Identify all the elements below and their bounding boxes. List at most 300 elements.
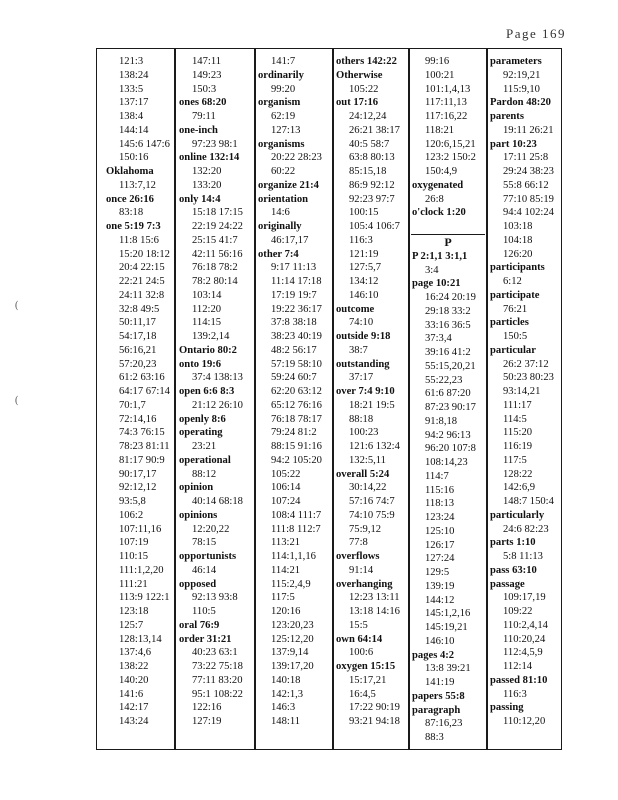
index-locator: 112:14	[503, 661, 533, 672]
index-locator: 100:6	[349, 647, 374, 659]
index-locator: 37:3,4	[425, 333, 452, 345]
index-locator: 56:16,21	[119, 344, 157, 356]
index-locator: 121:6 132:4	[349, 441, 400, 452]
index-locator: 94:4 102:24	[503, 207, 554, 219]
index-locator: 146:10	[425, 635, 455, 647]
index-locator: 122:16	[192, 702, 222, 714]
index-locator: 61:6 87:20	[425, 388, 471, 400]
index-locator: 13:8 39:21	[425, 663, 471, 675]
index-locator: 116:3	[349, 234, 373, 246]
index-term: oxygen 15:15	[336, 661, 396, 672]
index-term: operating	[179, 427, 223, 439]
index-locator: 15:5	[349, 619, 368, 631]
index-term: Oklahoma	[106, 166, 154, 177]
index-locator: 137:9,14	[271, 647, 309, 659]
index-locator: 108:14,23	[425, 457, 468, 468]
index-locator: 150:5	[503, 331, 528, 342]
index-locator: 24:12,24	[349, 111, 387, 122]
index-locator: 145:1,2,16	[425, 608, 471, 620]
index-column-3	[257, 49, 333, 749]
index-locator: 86:9 92:12	[349, 179, 395, 191]
index-locator: 140:20	[119, 674, 149, 686]
index-locator: 138:22	[119, 661, 149, 672]
index-locator: 40:14 68:18	[192, 496, 243, 507]
index-locator: 19:11 26:21	[503, 124, 554, 136]
index-locator: 99:16	[425, 56, 450, 67]
index-locator: 94:2 96:13	[425, 429, 471, 441]
index-term: particles	[490, 317, 529, 329]
index-locator: 141:6	[119, 688, 144, 700]
index-locator: 50:23 80:23	[503, 372, 554, 384]
index-locator: 22:21 24:5	[119, 276, 165, 287]
index-locator: 117:5	[503, 454, 527, 466]
index-term: participate	[490, 289, 540, 301]
index-locator: 112:20	[192, 303, 222, 315]
index-locator: 92:19,21	[503, 69, 541, 81]
index-locator: 48:2 56:17	[271, 344, 317, 356]
index-locator: 100:15	[349, 207, 379, 219]
index-locator: 39:16 41:2	[425, 347, 471, 358]
index-term: originally	[258, 221, 302, 232]
index-locator: 101:1,4,13	[425, 83, 471, 95]
index-term: parts 1:10	[490, 537, 536, 549]
index-locator: 78:15	[192, 537, 217, 549]
index-locator: 121:3	[119, 56, 144, 67]
index-locator: 9:17 11:13	[271, 262, 317, 274]
index-term: only 14:4	[179, 193, 221, 205]
index-locator: 137:4,6	[119, 647, 152, 659]
index-locator: 120:16	[271, 606, 301, 617]
index-locator: 123:24	[425, 512, 455, 523]
index-term: overhanging	[336, 578, 393, 590]
index-locator: 110:15	[119, 551, 149, 562]
index-locator: 57:20,23	[119, 358, 157, 370]
index-locator: 93:5,8	[119, 496, 146, 507]
index-locator: 148:7 150:4	[503, 496, 554, 507]
index-table	[96, 48, 562, 750]
index-locator: 63:8 80:13	[349, 152, 395, 164]
index-locator: 76:21	[503, 303, 528, 315]
index-locator: 127:5,7	[349, 262, 382, 274]
index-locator: 107:11,16	[119, 523, 162, 535]
index-locator: 88:18	[349, 413, 374, 425]
index-locator: 137:17	[119, 97, 149, 109]
index-locator: 134:12	[349, 276, 379, 287]
index-term: passing	[490, 702, 524, 714]
index-locator: 100:23	[349, 427, 379, 439]
index-locator: 33:16 36:5	[425, 319, 471, 331]
index-locator: 139:2,14	[192, 331, 230, 342]
index-locator: 113:9 122:1	[119, 592, 170, 604]
index-locator: 15:17,21	[349, 674, 387, 686]
index-locator: 93:14,21	[503, 386, 541, 397]
index-locator: 13:18 14:16	[349, 606, 400, 617]
index-locator: 105:4 106:7	[349, 221, 400, 232]
index-locator: 108:4 111:7	[271, 509, 322, 521]
index-locator: 115:2,4,9	[271, 578, 311, 590]
index-locator: 109:17,19	[503, 592, 546, 604]
index-locator: 93:21 94:18	[349, 716, 400, 727]
index-locator: 105:22	[349, 83, 379, 95]
index-locator	[411, 220, 487, 234]
index-term: oral 76:9	[179, 619, 220, 631]
index-locator: 65:12 76:16	[271, 399, 322, 411]
index-locator: 99:20	[271, 83, 296, 95]
index-locator: 128:13,14	[119, 633, 162, 645]
index-locator: 127:24	[425, 553, 455, 565]
index-term: operational	[179, 454, 231, 466]
index-locator: 125:10	[425, 525, 455, 537]
index-term: parents	[490, 111, 524, 122]
index-locator: 95:1 108:22	[192, 688, 243, 700]
index-locator: 38:7	[349, 344, 368, 356]
index-locator: 20:22 28:23	[271, 152, 322, 164]
index-term: particularly	[490, 509, 545, 521]
index-locator: 26:21 38:17	[349, 124, 400, 136]
index-locator: 132:20	[192, 166, 222, 177]
index-locator: 61:2 63:16	[119, 372, 165, 384]
index-locator: 26:2 37:12	[503, 358, 549, 370]
index-locator: 79:24 81:2	[271, 427, 317, 439]
index-term: particular	[490, 344, 536, 356]
index-term: ones 68:20	[179, 97, 227, 109]
index-locator: 91:14	[349, 564, 374, 576]
index-term: ordinarily	[258, 69, 304, 81]
index-locator: 125:7	[119, 619, 144, 631]
index-locator: 29:18 33:2	[425, 305, 471, 317]
index-locator: 3:4	[425, 264, 439, 276]
index-locator: 94:2 105:20	[271, 454, 322, 466]
index-term: outside 9:18	[336, 331, 391, 342]
index-term: papers 55:8	[412, 690, 465, 702]
index-locator: 113:7,12	[119, 179, 156, 191]
index-locator: 112:4,5,9	[503, 647, 543, 659]
index-term: organism	[258, 97, 301, 109]
index-locator: 64:17 67:14	[119, 386, 170, 397]
index-locator: 6:12	[503, 276, 522, 287]
index-locator: 138:4	[119, 111, 144, 122]
index-locator: 127:13	[271, 124, 301, 136]
index-term: Otherwise	[336, 69, 383, 81]
index-locator: 96:20 107:8	[425, 443, 476, 455]
index-locator: 18:21 19:5	[349, 399, 395, 411]
index-term: onto 19:6	[179, 358, 222, 370]
index-locator: 55:22,23	[425, 374, 463, 386]
index-locator: 143:24	[119, 716, 149, 727]
index-locator: 109:22	[503, 606, 533, 617]
index-term: other 7:4	[258, 248, 299, 260]
index-locator: 72:14,16	[119, 413, 157, 425]
index-locator: 114:21	[271, 564, 301, 576]
index-locator: 118:13	[425, 498, 455, 510]
index-locator: 19:22 36:17	[271, 303, 322, 315]
index-locator: 88:15 91:16	[271, 441, 322, 452]
index-locator: 55:15,20,21	[425, 360, 476, 372]
index-term: once 26:16	[106, 193, 154, 205]
index-term: outcome	[336, 303, 375, 315]
index-locator: 104:18	[503, 234, 533, 246]
index-locator: 146:3	[271, 702, 296, 714]
index-locator: 148:11	[271, 716, 301, 727]
index-locator: 145:19,21	[425, 622, 468, 633]
index-term: Pardon 48:20	[490, 97, 551, 109]
index-locator: 55:8 66:12	[503, 179, 549, 191]
index-term: out 17:16	[336, 97, 379, 109]
index-locator: 30:14,22	[349, 482, 387, 494]
index-term: one-inch	[179, 124, 218, 136]
index-locator: 106:2	[119, 509, 144, 521]
index-locator: 78:23 81:11	[119, 441, 170, 452]
index-locator: 110:5	[192, 606, 216, 617]
index-locator: 15:20 18:12	[119, 248, 170, 260]
index-locator: 88:3	[425, 732, 444, 743]
index-locator: 76:18 78:2	[192, 262, 238, 274]
index-locator: 59:24 60:7	[271, 372, 317, 384]
index-term: participants	[490, 262, 545, 274]
index-locator: 29:24 38:23	[503, 166, 554, 177]
index-locator: 113:21	[271, 537, 301, 549]
index-locator: 14:6	[271, 207, 290, 219]
index-term: own 64:14	[336, 633, 383, 645]
index-locator: 90:17,17	[119, 468, 157, 480]
index-term: one 5:19 7:3	[106, 221, 161, 232]
index-locator: 100:21	[425, 69, 455, 81]
margin-mark: (	[15, 395, 19, 406]
index-locator: 150:3	[192, 83, 217, 95]
index-locator: 77:8	[349, 537, 368, 549]
index-locator: 92:23 97:7	[349, 193, 395, 205]
index-locator: 146:10	[349, 289, 379, 301]
index-locator: 107:19	[119, 537, 149, 549]
index-locator: 150:4,9	[425, 166, 458, 177]
index-locator: 111:21	[119, 578, 148, 590]
index-term: order 31:21	[179, 633, 232, 645]
index-term: pages 4:2	[412, 649, 455, 661]
index-term: paragraph	[412, 704, 461, 716]
index-locator: 114:1,1,16	[271, 551, 316, 562]
column-divider	[174, 49, 176, 749]
index-locator: 57:19 58:10	[271, 358, 322, 370]
index-locator: 138:24	[119, 69, 149, 81]
index-locator: 92:13 93:8	[192, 592, 238, 604]
index-locator: 20:4 22:15	[119, 262, 165, 274]
index-locator: 118:21	[425, 124, 455, 136]
index-locator: 23:21	[192, 441, 217, 452]
column-divider	[486, 49, 488, 749]
index-locator: 129:5	[425, 567, 450, 578]
column-divider	[332, 49, 334, 749]
index-term: o'clock 1:20	[412, 207, 466, 219]
index-term: passed 81:10	[490, 674, 548, 686]
index-locator: 111:8 112:7	[271, 523, 321, 535]
index-locator: 149:23	[192, 69, 222, 81]
index-locator: 74:10 75:9	[349, 509, 395, 521]
index-locator: 125:12,20	[271, 633, 314, 645]
index-locator: 15:18 17:15	[192, 207, 243, 219]
index-term: outstanding	[336, 358, 390, 370]
index-locator: 73:22 75:18	[192, 661, 243, 672]
index-locator: 78:2 80:14	[192, 276, 238, 287]
index-locator: 103:14	[192, 289, 222, 301]
index-locator: 46:14	[192, 564, 217, 576]
index-locator: 115:9,10	[503, 83, 540, 95]
index-locator: 111:1,2,20	[119, 564, 164, 576]
index-term: parameters	[490, 56, 542, 67]
index-locator: 70:1,7	[119, 399, 146, 411]
index-locator: 141:19	[425, 677, 455, 688]
index-term: Ontario 80:2	[179, 344, 237, 356]
index-locator: 114:5	[503, 413, 527, 425]
index-locator: 133:20	[192, 179, 222, 191]
index-locator: 147:11	[192, 56, 222, 67]
index-term: online 132:14	[179, 152, 240, 164]
index-locator: 120:6,15,21	[425, 138, 476, 150]
index-locator: 62:19	[271, 111, 296, 122]
index-locator: 110:12,20	[503, 716, 546, 727]
index-term: opportunists	[179, 551, 237, 562]
index-locator: 111:17	[503, 399, 532, 411]
index-column-5	[411, 49, 487, 749]
index-locator: 141:7	[271, 56, 296, 67]
index-term: over 7:4 9:10	[336, 386, 395, 397]
index-locator: 40:5 58:7	[349, 138, 390, 150]
index-locator: 103:18	[503, 221, 533, 232]
index-term: overflows	[336, 551, 380, 562]
index-locator: 17:22 90:19	[349, 702, 400, 714]
index-locator: 16:4,5	[349, 688, 376, 700]
index-locator: 132:5,11	[349, 454, 386, 466]
index-locator: 144:12	[425, 594, 455, 606]
index-locator: 54:17,18	[119, 331, 157, 342]
index-locator: 37:8 38:18	[271, 317, 317, 329]
index-locator: 127:19	[192, 716, 222, 727]
index-locator: 40:23 63:1	[192, 647, 238, 659]
index-term: pass 63:10	[490, 564, 537, 576]
index-column-1	[105, 49, 175, 749]
index-locator: 17:11 25:8	[503, 152, 549, 164]
index-locator: 145:6 147:6	[119, 138, 170, 150]
index-term: P 2:1,1 3:1,1	[412, 250, 468, 262]
index-locator: 126:20	[503, 248, 533, 260]
index-locator: 22:19 24:22	[192, 221, 243, 232]
index-locator: 116:3	[503, 688, 527, 700]
index-term: part 10:23	[490, 138, 537, 150]
index-locator: 128:22	[503, 468, 533, 480]
index-locator: 97:23 98:1	[192, 138, 238, 150]
index-locator: 117:5	[271, 592, 295, 604]
index-column-6	[489, 49, 561, 749]
index-locator: 17:19 19:7	[271, 289, 317, 301]
index-locator: 116:19	[503, 441, 533, 452]
index-term: open 6:6 8:3	[179, 386, 235, 397]
index-locator: 140:18	[271, 674, 301, 686]
index-locator: 62:20 63:12	[271, 386, 322, 397]
index-locator: 74:3 76:15	[119, 427, 165, 439]
section-letter-heading: P	[411, 234, 485, 250]
index-term: page 10:21	[412, 278, 461, 290]
index-locator: 107:24	[271, 496, 301, 507]
index-locator: 133:5	[119, 83, 144, 95]
index-locator: 81:17 90:9	[119, 454, 165, 466]
index-locator: 117:11,13	[425, 97, 467, 109]
index-term: opposed	[179, 578, 217, 590]
index-locator: 87:16,23	[425, 718, 463, 730]
index-locator: 5:8 11:13	[503, 551, 543, 562]
index-locator: 92:12,12	[119, 482, 157, 494]
index-term: organize 21:4	[258, 179, 319, 191]
index-locator: 77:11 83:20	[192, 674, 243, 686]
index-locator: 32:8 49:5	[119, 303, 160, 315]
index-locator: 38:23 40:19	[271, 331, 322, 342]
index-locator: 60:22	[271, 166, 296, 177]
index-locator: 114:15	[192, 317, 222, 329]
index-locator: 115:20	[503, 427, 533, 439]
index-locator: 12:23 13:11	[349, 592, 400, 604]
margin-mark: (	[15, 300, 19, 311]
index-term: openly 8:6	[179, 413, 226, 425]
index-locator: 123:18	[119, 606, 149, 617]
page-number: Page 169	[505, 26, 566, 41]
index-term: organisms	[258, 138, 305, 150]
index-locator: 74:10	[349, 317, 374, 329]
index-locator: 24:6 82:23	[503, 523, 549, 535]
index-locator: 11:14 17:18	[271, 276, 322, 287]
index-locator: 150:16	[119, 152, 149, 164]
index-locator: 42:11 56:16	[192, 248, 243, 260]
index-locator: 85:15,18	[349, 166, 387, 177]
index-term: others 142:22	[336, 56, 397, 67]
index-locator: 110:2,4,14	[503, 619, 548, 631]
index-locator: 77:10 85:19	[503, 193, 554, 205]
index-locator: 123:20,23	[271, 619, 314, 631]
index-locator: 26:8	[425, 193, 444, 205]
index-locator: 88:12	[192, 468, 217, 480]
index-term: oxygenated	[412, 179, 464, 191]
index-term: orientation	[258, 193, 309, 205]
index-locator: 50:11,17	[119, 317, 156, 329]
index-locator: 37:4 138:13	[192, 372, 243, 384]
index-locator: 139:17,20	[271, 661, 314, 672]
index-locator: 46:17,17	[271, 234, 309, 246]
index-locator: 57:16 74:7	[349, 496, 395, 507]
index-locator: 76:18 78:17	[271, 413, 322, 425]
index-locator: 11:8 15:6	[119, 234, 159, 246]
index-locator: 114:7	[425, 470, 449, 482]
index-locator: 75:9,12	[349, 523, 382, 535]
index-locator: 106:14	[271, 482, 301, 494]
index-locator: 24:11 32:8	[119, 289, 165, 301]
index-locator: 110:20,24	[503, 633, 546, 645]
index-locator: 105:22	[271, 468, 301, 480]
index-term: passage	[490, 578, 525, 590]
column-divider	[408, 49, 410, 749]
index-locator: 142:1,3	[271, 688, 304, 700]
index-locator: 37:17	[349, 372, 374, 384]
index-locator: 121:19	[349, 248, 379, 260]
index-column-4	[335, 49, 409, 749]
index-term: opinions	[179, 509, 218, 521]
index-locator: 16:24 20:19	[425, 292, 476, 303]
index-column-2	[178, 49, 254, 749]
index-locator: 117:16,22	[425, 111, 468, 122]
index-locator: 142:17	[119, 702, 149, 714]
index-locator: 83:18	[119, 207, 144, 219]
index-locator: 126:17	[425, 539, 455, 551]
index-locator: 21:12 26:10	[192, 399, 243, 411]
index-locator: 12:20,22	[192, 523, 230, 535]
index-locator: 115:16	[425, 484, 455, 496]
index-locator: 79:11	[192, 111, 216, 122]
